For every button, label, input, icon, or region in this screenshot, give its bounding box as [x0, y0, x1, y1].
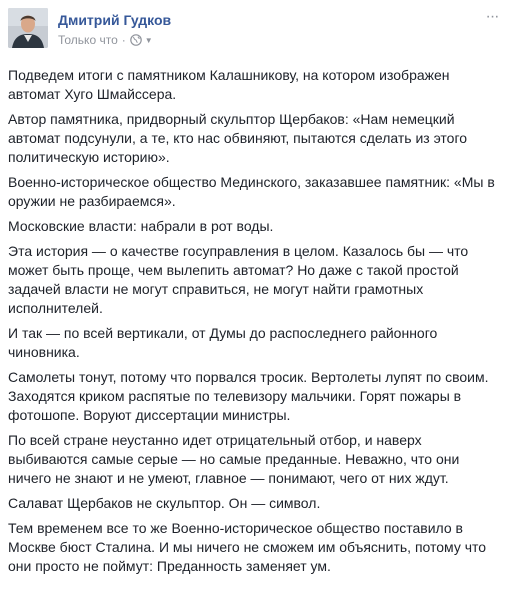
post-paragraph: По всей стране неустанно идет отрицательный отбор, и наверх выбиваются самые серые — но самые преданные. Неважно, что они ничего не знают и не умеют, главное — понимают, чего от них ждут.: [8, 432, 460, 486]
post-header: [8, 8, 508, 58]
post-paragraph: Салават Щербаков не скульптор. Он — символ.: [8, 495, 321, 511]
post-paragraph: Эта история — о качестве госуправления в целом. Казалось бы — что может быть проще, чем вылепить автомат? Но даже с такой простой задачей власти не могут справиться, не могут найти грамотных исполнителей.: [8, 243, 469, 316]
post-meta: [58, 32, 153, 48]
post-paragraph: И так — по всей вертикали, от Думы до распоследнего районного чиновника.: [8, 325, 438, 360]
post-paragraph: Московские власти: набрали в рот воды.: [8, 218, 274, 234]
privacy-dropdown-chevron-icon[interactable]: ▼: [144, 35, 153, 45]
globe-icon[interactable]: [130, 34, 142, 46]
author-name-link[interactable]: Дмитрий Гудков: [58, 12, 172, 28]
author-avatar[interactable]: [8, 8, 48, 48]
post-paragraph: Автор памятника, придворный скульптор Щербаков: «Нам немецкий автомат подсунули, а те, кто нас обвиняют, пытаются сделать из этого политическую историю».: [8, 111, 468, 165]
post-body: [8, 66, 504, 582]
post-paragraph: Тем временем все то же Военно-историческое общество поставило в Москве бюст Сталина. И мы ничего не сможем им объяснить, потому что они просто не поймут: Преданность заменяет ум.: [8, 520, 487, 574]
more-horizontal-icon[interactable]: ···: [485, 8, 499, 25]
post-paragraph: Военно-историческое общество Мединского, заказавшее памятник: «Мы в оружии не разбираемся».: [8, 174, 495, 209]
avatar-photo: [8, 8, 48, 48]
post-paragraph: Самолеты тонут, потому что порвался тросик. Вертолеты лупят по своим. Заходятся криком распятые по телевизору мальчики. Горят пожары в фотошопе. Воруют диссертации министры.: [8, 369, 489, 423]
meta-separator: ·: [121, 33, 126, 47]
post-paragraph: Подведем итоги с памятником Калашникову, на котором изображен автомат Хуго Шмайссера.: [8, 67, 450, 102]
post-timestamp[interactable]: Только что: [58, 33, 118, 47]
